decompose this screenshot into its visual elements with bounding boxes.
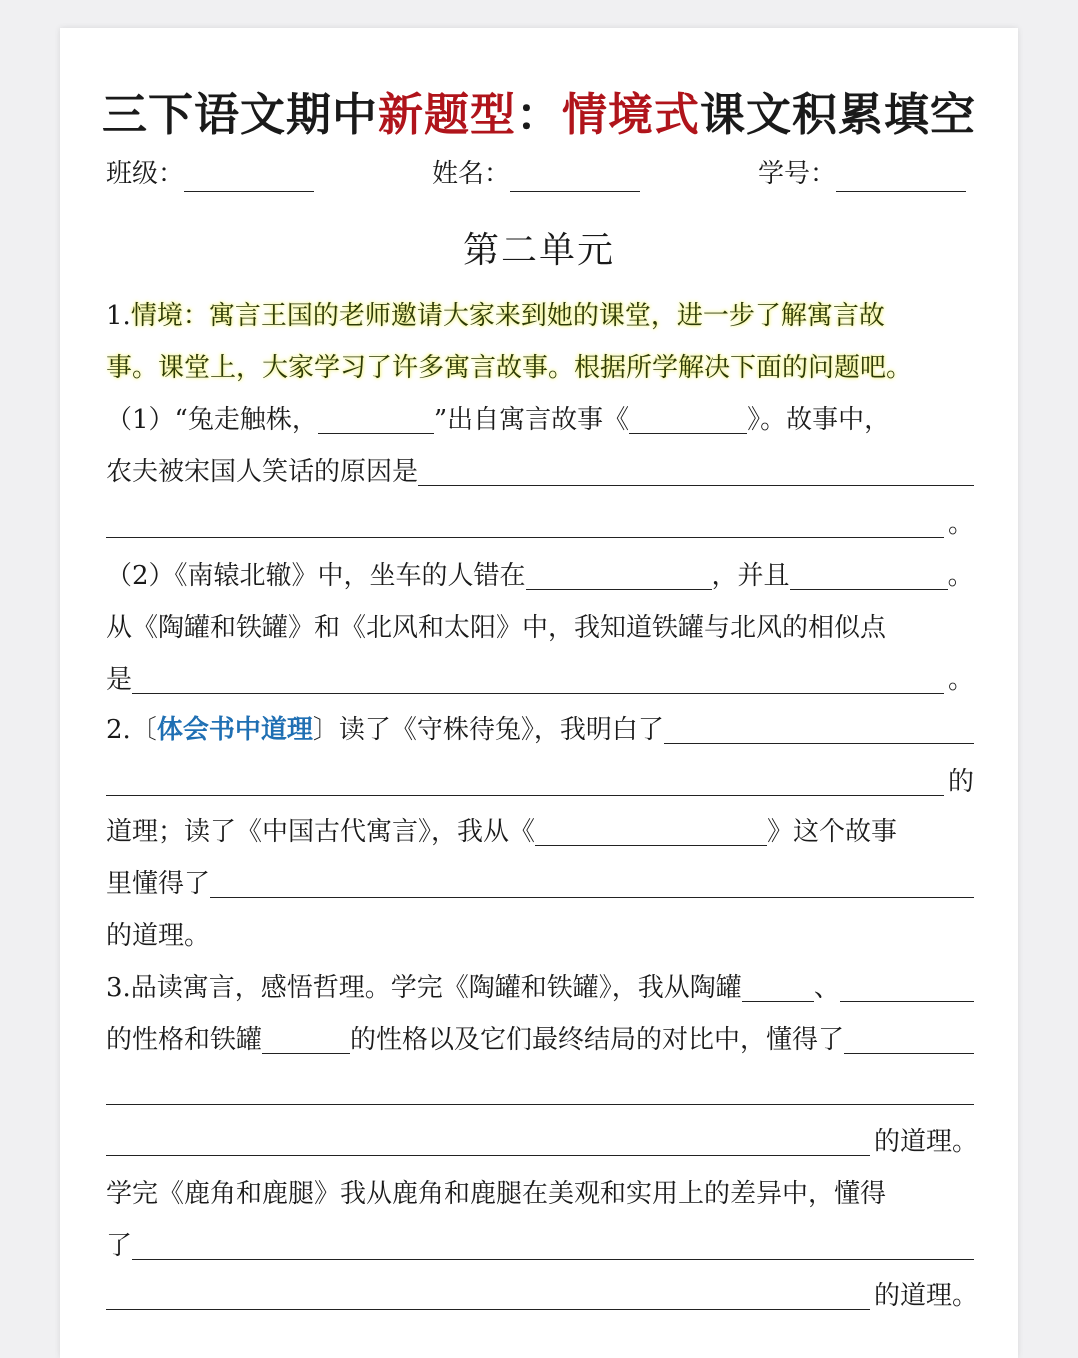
q1-part2-line2: 从《陶罐和铁罐》和《北风和太阳》中，我知道铁罐与北风的相似点 xyxy=(106,613,887,643)
q2-line5: 的道理。 xyxy=(106,921,211,951)
student-id-field[interactable]: 学号： xyxy=(758,156,966,192)
blank[interactable] xyxy=(106,1279,870,1310)
blank[interactable] xyxy=(318,403,434,434)
class-field[interactable]: 班级： xyxy=(106,156,314,192)
q1-part2-line3: 是 。 xyxy=(106,665,974,695)
name-field[interactable]: 姓名： xyxy=(432,156,640,192)
blank[interactable] xyxy=(132,1229,974,1260)
blank[interactable] xyxy=(526,559,712,590)
blank[interactable] xyxy=(742,971,814,1002)
q2-line4: 里懂得了 xyxy=(106,866,974,902)
blank[interactable] xyxy=(106,1125,870,1156)
q3-line6: 了 xyxy=(106,1228,974,1264)
q1-part2-line1: （2）《南辕北辙》中，坐车的人错在 ，并且 。 xyxy=(106,561,974,591)
unit-title: 第二单元 xyxy=(462,230,615,271)
blank[interactable] xyxy=(132,663,944,694)
blank[interactable] xyxy=(840,971,974,1002)
q3-line4: 的道理。 xyxy=(106,1124,978,1160)
blank[interactable] xyxy=(535,815,767,846)
blank[interactable] xyxy=(106,507,944,538)
student-info-row xyxy=(106,156,966,192)
blank[interactable] xyxy=(790,559,948,590)
blank[interactable] xyxy=(262,1023,350,1054)
blank[interactable] xyxy=(418,455,974,486)
blank[interactable] xyxy=(844,1023,974,1054)
q2-line2: 的 xyxy=(106,764,974,800)
q3-line3 xyxy=(106,1074,974,1109)
q1-scenario-line2: 事。课堂上，大家学习了许多寓言故事。根据所学解决下面的问题吧。 xyxy=(106,353,913,383)
q3-line2: 的性格和铁罐 的性格以及它们最终结局的对比中，懂得了 xyxy=(106,1022,974,1058)
blank[interactable] xyxy=(664,713,974,744)
q1-scenario-line1: 1. 情境：寓言王国的老师邀请大家来到她的课堂，进一步了解寓言故 xyxy=(106,301,885,331)
q1-part1-line2: 农夫被宋国人笑话的原因是 xyxy=(106,454,974,490)
blank[interactable] xyxy=(106,1074,974,1105)
q2-line1: 2.〔 体会书中道理 〕读了《守株待兔》，我明白了 xyxy=(106,712,974,748)
q2-line3: 道理；读了《中国古代寓言》，我从《 》这个故事 xyxy=(106,817,898,847)
blank[interactable] xyxy=(210,867,974,898)
blank[interactable] xyxy=(629,403,747,434)
q1-part1-line1: （1）“兔走触株， ”出自寓言故事《 》。故事中， xyxy=(106,405,891,435)
q1-part1-line3: 。 xyxy=(106,506,974,542)
q3-line5: 学完《鹿角和鹿腿》我从鹿角和鹿腿在美观和实用上的差异中，懂得 xyxy=(106,1179,887,1209)
blank[interactable] xyxy=(106,765,944,796)
q3-line1: 3.品读寓言，感悟哲理。学完《陶罐和铁罐》，我从陶罐 、 xyxy=(106,970,974,1006)
q3-line7: 的道理。 xyxy=(106,1278,978,1314)
worksheet-title: 三下语文期中新题型：情境式课文积累填空 xyxy=(101,88,977,141)
